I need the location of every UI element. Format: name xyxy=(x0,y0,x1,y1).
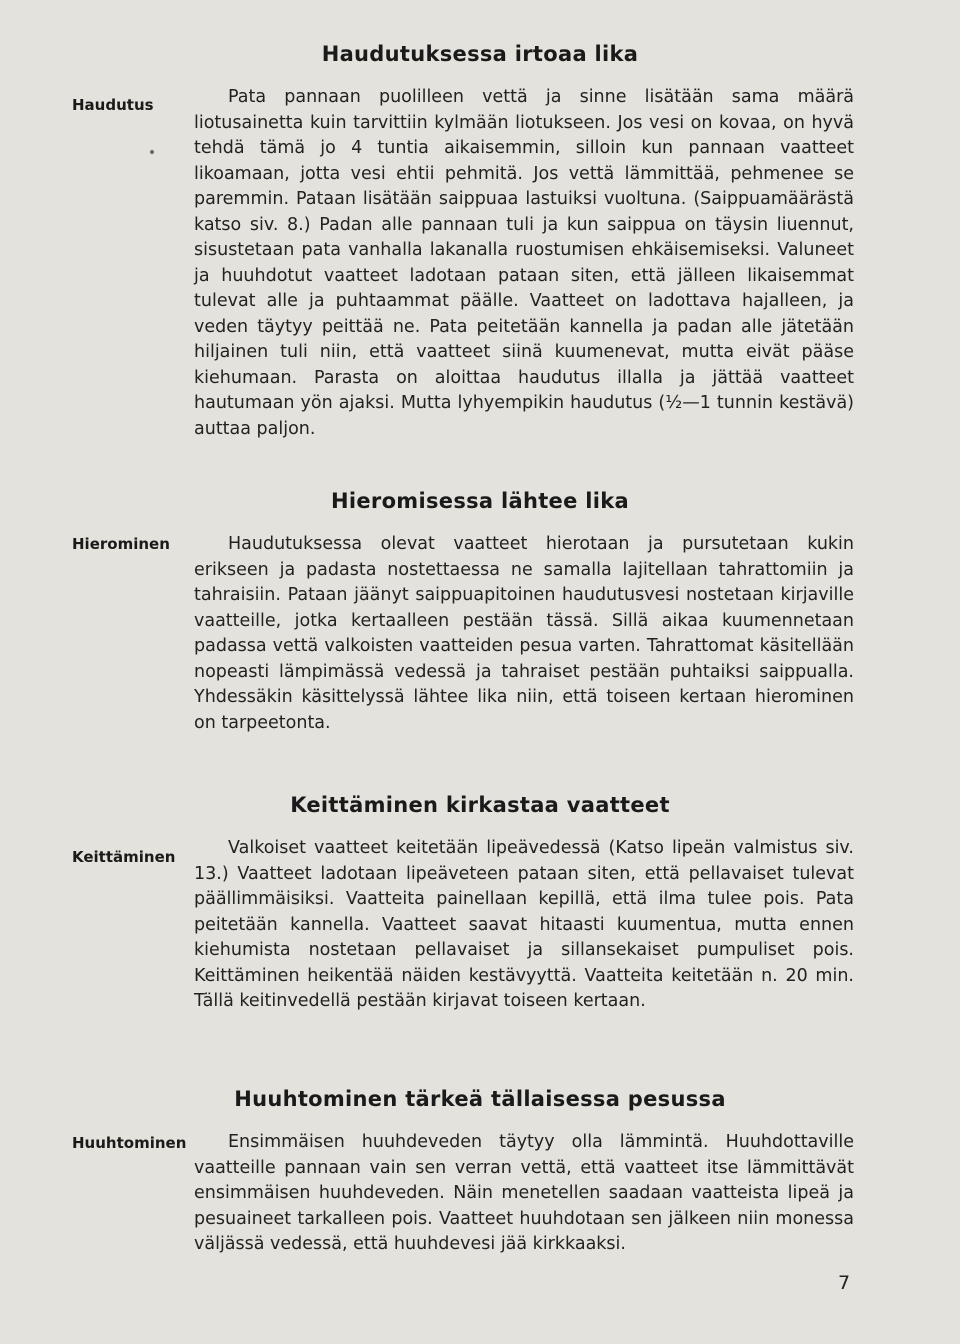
section-body-text: Pata pannaan puolilleen vettä ja sinne lisätään sama määrä liotusainetta kuin tarvittiin kylmään liotukseen. Jos vesi on kovaa, on hyvä tehdä tämä jo 4 tuntia aikaisemmin, silloin kun pannaan vaatteet likoamaan, jotta vesi ehtii pehmitä. Jos vettä lämmittää, pehmenee se paremmin. Pataan lisätään saippuaa lastuiksi vuoltuna. (Saippuamäärästä katso siv. 8.) Padan alle pannaan tuli ja kun saippua on täysin liuennut, sisustetaan pata vanhalla lakanalla ruostumisen ehkäisemiseksi. Valuneet ja huuhdotut vaatteet ladotaan pataan siten, että jälleen likaisemmat tulevat alle ja puhtaammat päälle. Vaatteet on ladottava hajalleen, ja veden täytyy peittää ne. Pata peitetään kannella ja padan alle jätetään hiljainen tuli niin, että vaatteet siinä kuumenevat, mutta eivät pääse kiehumaan. Parasta on aloittaa haudutus illalla ja jättää vaatteet hautumaan yön ajaksi. Mutta lyhyempikin haudutus (½—1 tunnin kestävä) auttaa paljon. xyxy=(194,87,854,439)
section-heading: Hieromisessa lähtee lika xyxy=(331,489,629,513)
margin-label: Keittäminen xyxy=(72,848,176,866)
section-heading: Haudutuksessa irtoaa lika xyxy=(321,42,639,66)
page-number: 7 xyxy=(838,1272,851,1294)
paper-speck xyxy=(150,150,154,154)
section-heading: Huuhtominen tärkeä tällaisessa pesussa xyxy=(234,1087,726,1111)
margin-label: Huuhtominen xyxy=(72,1134,187,1152)
section-body-text: Valkoiset vaatteet keitetään lipeävedessä (Katso lipeän valmistus siv. 13.) Vaatteet ladotaan lipeäveteen pataan siten, että pellavaiset tulevat päällimmäisiksi. Vaatteita painellaan kepillä, että ilma tulee pois. Pata peitetään kannella. Vaatteet saavat hitaasti kuumentua, mutta ennen kiehumista nostetaan pellavaiset ja sillansekaiset pumpuliset pois. Keittäminen heikentää näiden kestävyyttä. Vaatteita keitetään n. 20 min. Tällä keitinvedellä pestään kirjavat toiseen kertaan. xyxy=(194,838,854,1011)
section-body-text: Haudutuksessa olevat vaatteet hierotaan ja pursutetaan kukin erikseen ja padasta nostettaessa ne samalla lajitellaan tahrattomiin ja tahraisiin. Pataan jäänyt saippuapitoinen haudutusvesi nostetaan kirjaville vaatteille, jotka kertaalleen pestään tässä. Sillä aikaa kuumennetaan padassa vettä valkoisten vaatteiden pesua varten. Tahrattomat käsitellään nopeasti lämpimässä vedessä ja tahraiset pestään puhtaiksi saippualla. Yhdessäkin käsittelyssä lähtee lika niin, että toiseen kertaan hierominen on tarpeetonta. xyxy=(194,534,854,733)
margin-label: Haudutus xyxy=(72,96,154,114)
margin-label: Hierominen xyxy=(72,535,170,553)
section-body-text: Ensimmäisen huuhdeveden täytyy olla lämmintä. Huuhdottaville vaatteille pannaan vain sen verran vettä, että vaatteet itse lämmittävät ensimmäisen huuhdeveden. Näin menetellen saadaan vaatteista lipeä ja pesuaineet tarkalleen pois. Vaatteet huuhdotaan sen jälkeen niin monessa väljässä vedessä, että huuhdevesi jää kirkkaaksi. xyxy=(194,1132,854,1254)
section-heading: Keittäminen kirkastaa vaatteet xyxy=(290,793,670,817)
